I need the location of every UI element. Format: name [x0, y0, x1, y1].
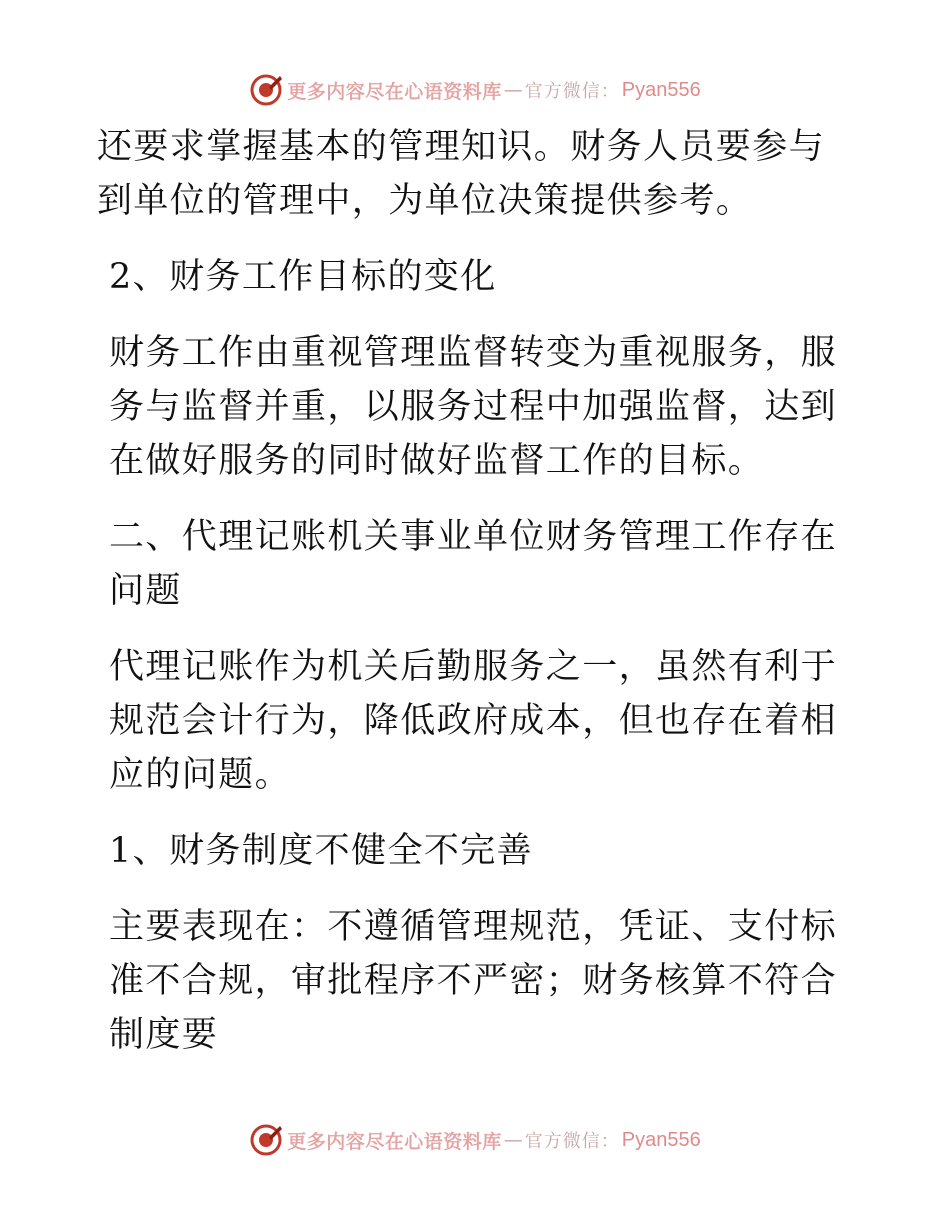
paragraph-2: 财务工作由重视管理监督转变为重视服务，服务与监督并重，以服务过程中加强监督，达到在做好服务的同时做好监督工作的目标。 — [109, 333, 838, 481]
watermark-id: Pyan556 — [621, 1128, 701, 1151]
paragraph-1: 还要求掌握基本的管理知识。财务人员要参与到单位的管理中，为单位决策提供参考。 — [97, 127, 826, 221]
watermark-main-text: 更多内容尽在心语资料库 — [287, 80, 502, 103]
section-heading-problems: 二、代理记账机关事业单位财务管理工作存在问题 — [109, 517, 838, 611]
watermark-id: Pyan556 — [621, 78, 701, 101]
section-heading-2: 2、财务工作目标的变化 — [109, 257, 497, 297]
paragraph-3: 代理记账作为机关后勤服务之一，虽然有利于规范会计行为，降低政府成本，但也存在着相应的问题。 — [109, 647, 838, 795]
header-watermark — [0, 68, 950, 112]
watermark-main-text: 更多内容尽在心语资料库 — [287, 1130, 502, 1153]
paragraph-4: 主要表现在：不遵循管理规范，凭证、支付标准不合规，审批程序不严密；财务核算不符合制度要 — [109, 907, 838, 1055]
brand-logo-icon — [249, 73, 283, 107]
watermark-separator: — — [503, 79, 523, 101]
footer-watermark — [0, 1118, 950, 1162]
watermark-label: 官方微信： — [524, 1131, 620, 1152]
brand-logo-icon — [249, 1123, 283, 1157]
document-body — [97, 120, 857, 1084]
section-heading-1: 1、财务制度不健全不完善 — [109, 831, 534, 871]
watermark-label: 官方微信： — [524, 81, 620, 102]
watermark-separator: — — [503, 1129, 523, 1151]
